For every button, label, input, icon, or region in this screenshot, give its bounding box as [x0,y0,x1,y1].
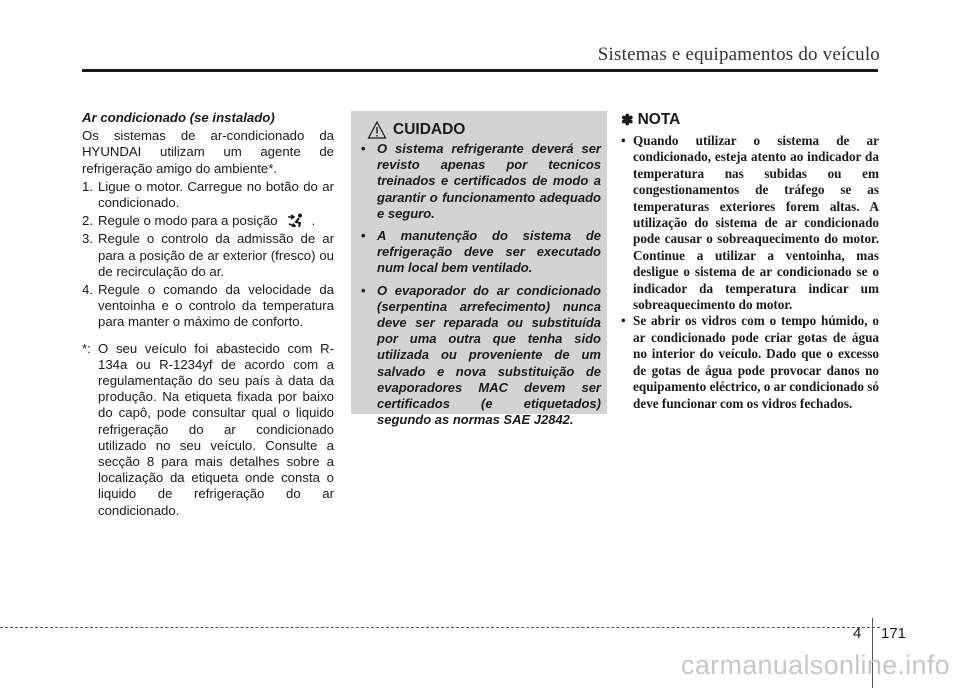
chapter-number: 4 [853,625,862,642]
step-number: 4. [82,282,93,298]
caution-text: O sistema refrigerante deverá ser revisto apenas por tecnicos treinados e certificados de modo a garantir o funcionamento adequado e seguro. [377,141,601,221]
caution-item [361,228,601,277]
step-item [82,231,334,280]
bullet: • [621,133,626,148]
caution-text: A manutenção do sistema de refrigeração deve ser executado num local bem ventilado. [377,228,601,276]
step-suffix: . [311,213,316,229]
note-text: Se abrir os vidros com o tempo húmido, o ar condicionado pode criar gotas de água no interior do veículo. Dado que o excesso de gotas de água pode provocar danos no equipamento eléctrico, o ar condicionado só deve funcionar com os vidros fechados. [633,313,879,411]
step-text: Ligue o motor. Carregue no botão do ar condicionado. [98,178,334,211]
step-number: 2. [82,213,93,229]
warning-triangle-icon [367,120,387,140]
bullet: • [361,282,366,298]
footer-rule [0,627,880,628]
header-rule [82,69,878,72]
step-text: Regule o comando da velocidade da ventoinha e o controlo da temperatura para manter o máximo de conforto. [98,282,334,330]
footnote [82,341,334,519]
note-item [621,313,879,411]
caution-header [367,120,465,140]
caution-text: O evaporador do ar condicionado (serpentina arrefecimento) nunca deve ser reparada ou substituída por uma outra que tenha sido utilizada ou proveniente de um salvado e nova substituição de evaporadores MAC devem ser certificados (e etiquetados) segundo as normas SAE J2842. [377,282,601,428]
bullet: • [361,141,366,156]
note-list [621,133,879,412]
note-title: NOTA [637,111,681,128]
bullet: • [361,228,366,244]
footnote-text: O seu veículo foi abastecido com R-134a ou R-1234yf de acordo com a regulamentação do seu país à data da produção. Na etiqueta fixada por baixo do capô, pode consultar qual o liquido refrigeração do ar condicionado utilizado no seu veículo. Consulte a secção 8 para mais detalhes sobre a localização da etiqueta onde consta o liquido de refrigeração do ar condicionado. [98,340,334,518]
page-header-title: Sistemas e equipamentos do veículo [597,44,880,65]
left-column [82,110,334,519]
caution-item [361,283,601,429]
caution-box [351,111,607,428]
step-item [82,179,334,211]
note-header [621,111,879,129]
asterisk-icon: ✽ [621,112,634,129]
page-number: 171 [881,625,907,642]
note-text: Quando utilizar o sistema de ar condicionado, esteja atento ao indicador da temperatura nas subidas ou em congestionamentos de tráfego se as temperaturas exteriores forem altas. A utilização do sistema de ar condicionado pode causar o sobreaquecimento do motor. Continue a utilizar a ventoinha, mas desligue o sistema de ar condicionado se o indicador da temperatura indicar um sobreaquecimento do motor. [633,133,879,313]
footnote-mark: *: [82,340,91,356]
step-item [82,213,334,229]
step-number: 1. [82,178,93,194]
intro-paragraph: Os sistemas de ar-condicionado da HYUNDAI utilizam um agente de refrigeração amigo do ambiente*. [82,128,334,176]
bullet: • [621,313,626,329]
step-text: Regule o controlo da admissão de ar para a posição de ar exterior (fresco) ou de recirculação do ar. [98,231,334,279]
section-heading: Ar condicionado (se instalado) [82,110,275,125]
caution-list [361,141,601,434]
step-number: 3. [82,231,93,247]
note-item [621,133,879,313]
steps-list [82,179,334,331]
caution-title: CUIDADO [393,121,466,138]
note-column [621,111,879,412]
watermark: carmanualsonline.info [681,650,950,680]
caution-item [361,141,601,222]
vent-floor-mode-icon [286,213,308,227]
step-text: Regule o modo para a posição [98,213,278,229]
step-item [82,282,334,331]
